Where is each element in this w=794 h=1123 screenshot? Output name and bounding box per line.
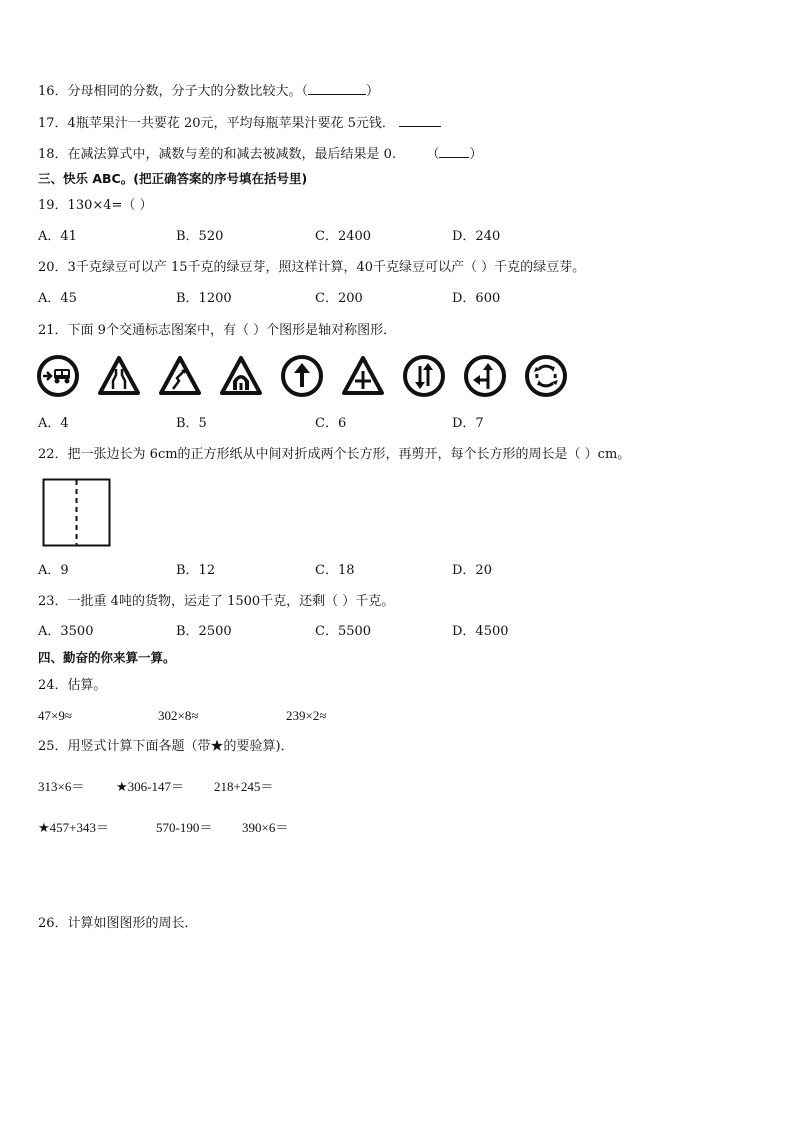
section-3-title: 三、快乐 ABC。(把正确答案的序号填在括号里) (38, 171, 308, 186)
question-23: 23．一批重 4吨的货物，运走了 1500千克，还剩（ ）千克。 (38, 594, 395, 609)
two-way-arrows-icon (402, 354, 446, 398)
vertical-calc-5: 570-190＝ (156, 820, 213, 835)
q21-option-d[interactable]: D．7 (452, 416, 484, 431)
q22-option-d[interactable]: D．20 (452, 563, 492, 578)
answer-blank-16[interactable] (308, 82, 366, 95)
question-20: 20．3千克绿豆可以产 15千克的绿豆芽，照这样计算，40千克绿豆可以产（ ）千克的绿豆芽。 (38, 260, 586, 275)
tunnel-icon (219, 354, 263, 398)
question-19: 19．130×4=（ ） (38, 198, 153, 213)
question-18 (38, 145, 482, 164)
estimate-item-3: 239×2≈ (286, 708, 327, 723)
q20-option-c[interactable]: C．200 (315, 291, 363, 306)
q19-option-d[interactable]: D．240 (452, 229, 501, 244)
roundabout-icon (524, 354, 568, 398)
question-16-text: 16．分母相同的分数，分子大的分数比较大。（ (38, 84, 309, 99)
question-17-text: 17．4瓶苹果汁一共要花 20元，平均每瓶苹果汁要花 5元钱． (38, 116, 395, 131)
double-bend-icon (158, 354, 202, 398)
q22-option-c[interactable]: C．18 (315, 563, 355, 578)
folded-square-figure (42, 478, 112, 548)
left-straight-icon (463, 354, 507, 398)
estimate-item-1: 47×9≈ (38, 708, 72, 723)
q21-option-b[interactable]: B．5 (176, 416, 207, 431)
question-21: 21．下面 9个交通标志图案中，有（ ）个图形是轴对称图形． (38, 323, 397, 338)
vertical-calc-6: 390×6＝ (242, 820, 289, 835)
vertical-calc-3: 218+245＝ (214, 779, 274, 794)
question-18-paren-open: （ (426, 147, 440, 162)
q19-option-a[interactable]: A．41 (38, 229, 77, 244)
q23-option-a[interactable]: A．3500 (38, 624, 94, 639)
q23-option-d[interactable]: D．4500 (452, 624, 509, 639)
question-16-close: ） (366, 84, 380, 99)
question-26: 26．计算如图图形的周长． (38, 916, 198, 931)
question-25: 25．用竖式计算下面各题（带★的要验算)． (38, 739, 294, 754)
answer-blank-17[interactable] (399, 114, 441, 127)
question-22: 22．把一张边长为 6cm的正方形纸从中间对折成两个长方形，再剪开，每个长方形的周长是（ ）cm。 (38, 447, 631, 462)
q22-option-a[interactable]: A．9 (38, 563, 69, 578)
vertical-calc-1: 313×6＝ (38, 779, 85, 794)
q21-option-c[interactable]: C．6 (315, 416, 347, 431)
answer-blank-18[interactable] (439, 145, 469, 158)
q20-option-a[interactable]: A．45 (38, 291, 77, 306)
vertical-calc-4: ★457+343＝ (38, 820, 109, 835)
question-17 (38, 114, 441, 133)
estimate-item-2: 302×8≈ (158, 708, 199, 723)
question-18-text: 18．在减法算式中，减数与差的和减去被减数，最后结果是 0. (38, 147, 397, 162)
q23-option-b[interactable]: B．2500 (176, 624, 232, 639)
section-4-title: 四、勤奋的你来算一算。 (38, 650, 176, 665)
question-16 (38, 82, 379, 101)
q19-option-b[interactable]: B．520 (176, 229, 224, 244)
question-24: 24．估算。 (38, 678, 107, 693)
question-18-paren-close: ） (469, 147, 483, 162)
q22-option-b[interactable]: B．12 (176, 563, 216, 578)
q23-option-c[interactable]: C．5500 (315, 624, 372, 639)
car-turn-icon (36, 354, 80, 398)
crossroad-icon (341, 354, 385, 398)
road-narrows-icon (97, 354, 141, 398)
q19-option-c[interactable]: C．2400 (315, 229, 372, 244)
straight-arrow-icon (280, 354, 324, 398)
vertical-calc-2: ★306-147＝ (116, 779, 184, 794)
q20-option-d[interactable]: D．600 (452, 291, 501, 306)
q20-option-b[interactable]: B．1200 (176, 291, 232, 306)
q21-option-a[interactable]: A．4 (38, 416, 69, 431)
